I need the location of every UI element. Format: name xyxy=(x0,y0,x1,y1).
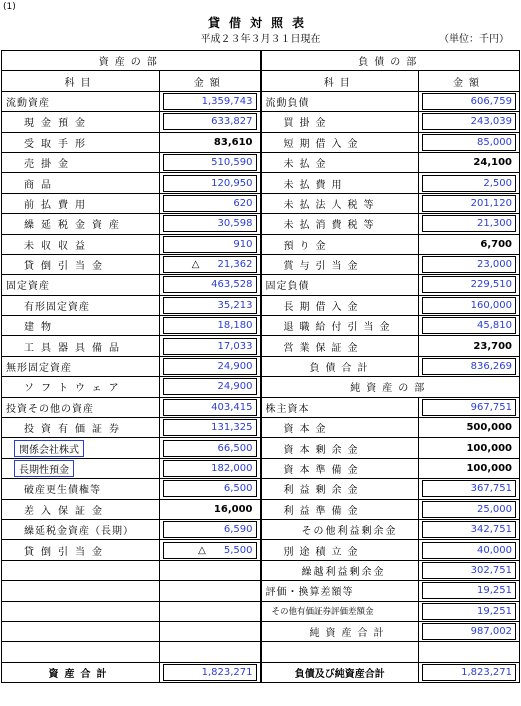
amount-value: 182,000 xyxy=(211,463,253,474)
asset-amount-cell xyxy=(160,234,261,254)
asset-label: 商品 xyxy=(24,179,58,191)
liability-amount-cell xyxy=(419,540,520,560)
asset-amount xyxy=(163,399,257,416)
table-row xyxy=(2,581,520,601)
asset-amount-cell xyxy=(160,316,261,336)
liability-amount-cell xyxy=(419,397,520,417)
amount-value: 6,590 xyxy=(223,524,253,536)
asset-label-cell xyxy=(2,336,160,356)
liability-amount: 24,100 xyxy=(422,154,516,171)
asset-amount-cell xyxy=(160,540,261,560)
liability-amount-cell xyxy=(419,356,520,376)
liability-amount: 302,751 xyxy=(422,562,516,579)
liability-amount: 367,751 xyxy=(422,480,516,497)
liability-amount-cell xyxy=(419,193,520,213)
asset-amount xyxy=(163,521,257,538)
amount-value: 6,500 xyxy=(223,483,253,495)
highlight-box xyxy=(14,460,74,477)
asset-label: 前払費用 xyxy=(24,199,92,211)
liability-amount-cell xyxy=(419,560,520,580)
assets-total-amount-cell xyxy=(160,662,261,682)
liability-label: その他利益剰余金 xyxy=(301,526,398,538)
asset-label: 貸倒引当金 xyxy=(24,546,109,558)
amount-value: 83,610 xyxy=(213,136,253,148)
amount-value: 403,415 xyxy=(211,401,253,413)
liability-label: 利益剰余金 xyxy=(283,485,364,497)
liability-amount-cell xyxy=(419,254,520,274)
liability-amount: 606,759 xyxy=(422,93,516,110)
asset-amount-cell xyxy=(160,356,261,376)
liability-label-cell xyxy=(261,581,419,601)
asset-label-cell xyxy=(2,356,160,376)
liabilities-netassets-total-label: 負債及び純資産合計 xyxy=(294,668,385,680)
liability-amount: 23,700 xyxy=(422,338,516,355)
liability-label-cell xyxy=(261,479,419,499)
liability-label-cell xyxy=(261,295,419,315)
asset-amount xyxy=(163,419,257,436)
asset-amount-cell xyxy=(160,112,261,132)
asset-amount-cell xyxy=(160,560,261,580)
liability-amount: 500,000 xyxy=(422,419,516,436)
liability-label-cell xyxy=(261,621,419,641)
amount-value: 17,033 xyxy=(217,340,253,352)
asset-amount xyxy=(163,154,257,171)
asset-label: 破産更生債権等 xyxy=(24,485,101,497)
asset-amount-cell xyxy=(160,621,261,641)
table-row xyxy=(2,336,520,356)
liability-label: 資本剰余金 xyxy=(283,444,364,456)
table-row xyxy=(2,193,520,213)
asset-amount xyxy=(163,215,257,232)
asset-amount xyxy=(163,358,257,375)
liability-amount-cell xyxy=(419,91,520,111)
table-row xyxy=(2,560,520,580)
amount-value: 66,500 xyxy=(217,442,253,454)
liability-label-cell xyxy=(261,356,419,376)
amount-value: 131,325 xyxy=(211,422,253,434)
liability-amount: 160,000 xyxy=(422,297,516,314)
liability-label: 負債合計 xyxy=(309,363,374,375)
asset-label: 投資有価証券 xyxy=(24,424,126,436)
table-row xyxy=(2,418,520,438)
assets-total-label: 資産合計 xyxy=(48,668,113,680)
liability-label-cell xyxy=(261,193,419,213)
assets-total-label-cell xyxy=(2,662,160,682)
asset-label: 貸倒引当金 xyxy=(24,261,109,273)
asset-label-cell xyxy=(2,132,160,152)
liability-label-cell xyxy=(261,438,419,458)
liability-amount-cell xyxy=(419,581,520,601)
liability-label-cell xyxy=(261,418,419,438)
asset-label-cell xyxy=(2,377,160,397)
liability-label: 評価・換算差額等 xyxy=(265,587,354,599)
liability-label: 別途積立金 xyxy=(283,546,364,558)
liability-amount: 100,000 xyxy=(422,460,516,477)
asset-amount-cell xyxy=(160,173,261,193)
liability-amount: 100,000 xyxy=(422,440,516,457)
asset-amount-cell xyxy=(160,295,261,315)
table-row xyxy=(2,254,520,274)
liability-label: 資本準備金 xyxy=(283,465,364,476)
asset-amount xyxy=(163,317,257,334)
asset-label-cell xyxy=(2,418,160,438)
liability-label: 営業保証金 xyxy=(283,342,364,354)
asset-amount xyxy=(163,93,257,110)
asset-amount xyxy=(163,542,257,559)
asset-label: 繰延税金資産 xyxy=(24,220,126,232)
asset-label: 無形固定資産 xyxy=(6,363,72,375)
liability-label: 預り金 xyxy=(283,240,332,252)
asset-label-cell xyxy=(2,499,160,519)
asset-label-cell xyxy=(2,152,160,172)
liability-amount: 85,000 xyxy=(422,134,516,151)
table-row xyxy=(2,479,520,499)
liability-label: 賞与引当金 xyxy=(283,261,364,273)
asset-label: 流動資産 xyxy=(6,97,50,109)
asset-label: 差入保証金 xyxy=(24,505,109,517)
section-label: (1) xyxy=(3,2,16,12)
asset-label: 投資その他の資産 xyxy=(6,403,94,415)
liability-amount: 342,751 xyxy=(422,521,516,538)
asset-amount xyxy=(163,236,257,253)
asset-label-cell xyxy=(2,581,160,601)
liability-amount-cell xyxy=(419,519,520,539)
asset-label-cell xyxy=(2,91,160,111)
liability-label-cell xyxy=(261,214,419,234)
asset-amount xyxy=(163,378,257,395)
liability-amount: 40,000 xyxy=(422,542,516,559)
liability-amount-cell xyxy=(419,458,520,478)
asset-amount-cell xyxy=(160,152,261,172)
asset-label-cell xyxy=(2,458,160,478)
asset-label: 受取手形 xyxy=(24,138,92,150)
liability-amount: 6,700 xyxy=(422,236,516,253)
asset-amount xyxy=(163,338,257,355)
liability-label: 株主資本 xyxy=(265,403,310,415)
highlight-box xyxy=(14,440,84,457)
table-row xyxy=(2,132,520,152)
asset-label: 関係会社株式 xyxy=(19,444,79,456)
liability-label: 利益準備金 xyxy=(283,505,364,517)
liability-label: 買掛金 xyxy=(283,118,332,130)
liability-amount: 45,810 xyxy=(422,317,516,334)
amount-value: 18,180 xyxy=(217,320,253,332)
asset-label-cell xyxy=(2,519,160,539)
amount-value: 35,213 xyxy=(217,299,253,311)
asset-amount-cell xyxy=(160,254,261,274)
liability-label-cell xyxy=(261,458,419,478)
amount-value: 633,827 xyxy=(211,116,253,128)
asset-label: ソフトウェア xyxy=(24,383,126,395)
asset-amount-cell xyxy=(160,479,261,499)
table-row xyxy=(2,295,520,315)
asset-amount-cell xyxy=(160,458,261,478)
table-row xyxy=(2,377,520,397)
liability-amount: 836,269 xyxy=(422,358,516,375)
asset-amount xyxy=(163,440,257,457)
column-header-row xyxy=(2,71,520,91)
liability-label: 資本金 xyxy=(283,424,332,436)
asset-label: 未収収益 xyxy=(24,240,92,252)
liability-amount-cell xyxy=(419,275,520,295)
asset-amount-cell xyxy=(160,275,261,295)
asset-amount-cell xyxy=(160,601,261,621)
liability-label-cell xyxy=(261,336,419,356)
asset-label-cell xyxy=(2,275,160,295)
negative-marker: △ xyxy=(198,544,206,556)
liability-amount-cell xyxy=(419,418,520,438)
table-row xyxy=(2,540,520,560)
liability-amount-cell xyxy=(419,152,520,172)
asset-label: 工具器具備品 xyxy=(24,342,126,354)
liability-amount-cell xyxy=(419,499,520,519)
table-row xyxy=(2,316,520,336)
amount-value: 510,590 xyxy=(211,157,253,169)
amount-value: 620 xyxy=(233,197,253,209)
liability-amount: 987,002 xyxy=(422,623,516,640)
liability-amount-cell xyxy=(419,214,520,234)
table-row xyxy=(2,621,520,641)
liability-label: 固定負債 xyxy=(265,281,310,293)
liability-amount: 21,300 xyxy=(422,215,516,232)
asset-label-cell xyxy=(2,234,160,254)
amount-value: 120,950 xyxy=(211,177,253,189)
liability-label-cell xyxy=(261,275,419,295)
asset-amount xyxy=(163,113,257,130)
liability-amount-cell xyxy=(419,642,520,662)
asset-amount-cell xyxy=(160,438,261,458)
liability-label: 退職給付引当金 xyxy=(283,322,396,334)
amount-value: 24,900 xyxy=(217,361,253,373)
liability-label-cell xyxy=(261,132,419,152)
liability-label-cell xyxy=(261,601,419,621)
liability-amount-cell xyxy=(419,112,520,132)
table-row xyxy=(2,458,520,478)
asset-amount xyxy=(163,276,257,293)
asset-label: 建物 xyxy=(24,322,58,334)
liability-label-cell xyxy=(261,234,419,254)
asset-label-cell xyxy=(2,397,160,417)
asset-amount xyxy=(163,501,257,518)
negative-marker: △ xyxy=(191,259,200,271)
net-assets-section-header: 純資産の部 xyxy=(261,377,520,397)
asset-label-cell xyxy=(2,621,160,641)
liability-amount: 19,251 xyxy=(422,582,516,599)
amount-value: 5,500 xyxy=(223,544,253,556)
asset-label: 繰延税金資産（長期） xyxy=(24,526,134,538)
liability-amount-cell xyxy=(419,173,520,193)
liabilities-section-header: 負債の部 xyxy=(261,51,520,71)
liability-label-cell xyxy=(261,316,419,336)
liability-amount-cell xyxy=(419,438,520,458)
as-of-date: 平成２３年３月３１日現在 xyxy=(200,34,321,45)
liability-label: 長期借入金 xyxy=(283,301,364,313)
liability-label-cell xyxy=(261,397,419,417)
asset-label-cell xyxy=(2,254,160,274)
table-row xyxy=(2,214,520,234)
liability-label-cell xyxy=(261,173,419,193)
table-row xyxy=(2,234,520,254)
asset-amount-cell xyxy=(160,642,261,662)
liability-amount: 25,000 xyxy=(422,501,516,518)
liability-label-cell xyxy=(261,91,419,111)
asset-amount-cell xyxy=(160,499,261,519)
totals-row xyxy=(2,662,520,682)
asset-label-cell xyxy=(2,173,160,193)
amount-value: 910 xyxy=(233,238,253,250)
liabilities-netassets-total-amount-cell xyxy=(419,662,520,682)
liability-amount-cell xyxy=(419,132,520,152)
liability-label: 未払消費税等 xyxy=(283,220,380,232)
liability-label-cell xyxy=(261,642,419,662)
liability-amount: 967,751 xyxy=(422,399,516,416)
liabilities-netassets-total-amount: 1,823,271 xyxy=(422,664,516,681)
liability-amount-cell xyxy=(419,621,520,641)
liability-label: 未払金 xyxy=(283,159,332,171)
table-row xyxy=(2,173,520,193)
liability-label-cell xyxy=(261,112,419,132)
asset-label-cell xyxy=(2,540,160,560)
asset-amount xyxy=(163,134,257,151)
liability-amount: 19,251 xyxy=(422,603,516,620)
liability-label-cell xyxy=(261,499,419,519)
liability-label: その他有価証券評価差額金 xyxy=(271,607,374,618)
asset-amount xyxy=(163,175,257,192)
liability-amount-cell xyxy=(419,479,520,499)
table-row xyxy=(2,152,520,172)
asset-amount-cell xyxy=(160,397,261,417)
liability-amount-cell xyxy=(419,316,520,336)
liability-amount-cell xyxy=(419,336,520,356)
asset-label-cell xyxy=(2,560,160,580)
amount-value: 16,000 xyxy=(213,503,253,515)
asset-amount-cell xyxy=(160,214,261,234)
amount-value: 1,359,743 xyxy=(201,95,253,107)
asset-label: 現金預金 xyxy=(24,118,92,130)
table-row xyxy=(2,642,520,662)
asset-amount xyxy=(163,480,257,497)
amount-value: 30,598 xyxy=(217,218,253,230)
asset-label: 長期性預金 xyxy=(19,465,69,476)
liability-label: 未払法人税等 xyxy=(283,199,380,211)
asset-label-cell xyxy=(2,601,160,621)
asset-label: 有形固定資産 xyxy=(24,301,90,313)
asset-amount-cell xyxy=(160,581,261,601)
asset-amount-cell xyxy=(160,336,261,356)
section-header-row xyxy=(2,51,520,71)
asset-amount-cell xyxy=(160,519,261,539)
asset-amount xyxy=(163,195,257,212)
table-row xyxy=(2,112,520,132)
amount-value: 463,528 xyxy=(211,279,253,291)
asset-amount-cell xyxy=(160,377,261,397)
asset-label: 売掛金 xyxy=(24,159,75,171)
asset-label-cell xyxy=(2,214,160,234)
liability-label: 短期借入金 xyxy=(283,138,364,150)
liability-label-cell xyxy=(261,540,419,560)
liability-amount: 243,039 xyxy=(422,113,516,130)
amount-value: 24,900 xyxy=(217,381,253,393)
table-row xyxy=(2,519,520,539)
assets-total-amount: 1,823,271 xyxy=(163,664,257,681)
asset-amount-cell xyxy=(160,418,261,438)
liability-amount: 201,120 xyxy=(422,195,516,212)
liability-label: 流動負債 xyxy=(265,97,310,109)
asset-label-cell xyxy=(2,316,160,336)
table-row xyxy=(2,397,520,417)
table-row xyxy=(2,601,520,621)
amount-header: 金額 xyxy=(160,71,261,91)
table-row xyxy=(2,91,520,111)
unit-label: （単位：千円） xyxy=(439,34,509,45)
asset-label-cell xyxy=(2,193,160,213)
liability-label-cell xyxy=(261,152,419,172)
asset-label-cell xyxy=(2,438,160,458)
liability-amount-cell xyxy=(419,295,520,315)
liability-amount-cell xyxy=(419,601,520,621)
asset-amount-cell xyxy=(160,193,261,213)
liability-label: 純資産合計 xyxy=(309,628,390,640)
table-row xyxy=(2,356,520,376)
asset-label: 固定資産 xyxy=(6,281,50,293)
liability-amount: 229,510 xyxy=(422,276,516,293)
liabilities-netassets-total-label-cell xyxy=(261,662,419,682)
liability-amount: 2,500 xyxy=(422,175,516,192)
asset-amount xyxy=(163,460,257,477)
liability-label-cell xyxy=(261,519,419,539)
liability-amount-cell xyxy=(419,234,520,254)
table-row xyxy=(2,438,520,458)
table-row xyxy=(2,499,520,519)
liability-label-cell xyxy=(261,560,419,580)
asset-label-cell xyxy=(2,112,160,132)
asset-label-cell xyxy=(2,479,160,499)
asset-amount xyxy=(163,297,257,314)
liability-label-cell xyxy=(261,254,419,274)
asset-label-cell xyxy=(2,642,160,662)
account-header: 科目 xyxy=(2,71,160,91)
document-title: 貸借対照表 xyxy=(207,16,313,30)
account-header: 科目 xyxy=(261,71,419,91)
amount-header: 金額 xyxy=(419,71,520,91)
liability-amount: 23,000 xyxy=(422,256,516,273)
asset-amount-cell xyxy=(160,132,261,152)
table-row xyxy=(2,275,520,295)
asset-amount xyxy=(163,256,257,273)
asset-amount-cell xyxy=(160,91,261,111)
assets-section-header: 資産の部 xyxy=(2,51,261,71)
balance-sheet-table xyxy=(1,50,520,683)
liability-label: 未払費用 xyxy=(283,179,348,191)
liability-label: 繰越利益剰余金 xyxy=(301,566,386,578)
amount-value: 21,362 xyxy=(217,259,253,271)
asset-label-cell xyxy=(2,295,160,315)
